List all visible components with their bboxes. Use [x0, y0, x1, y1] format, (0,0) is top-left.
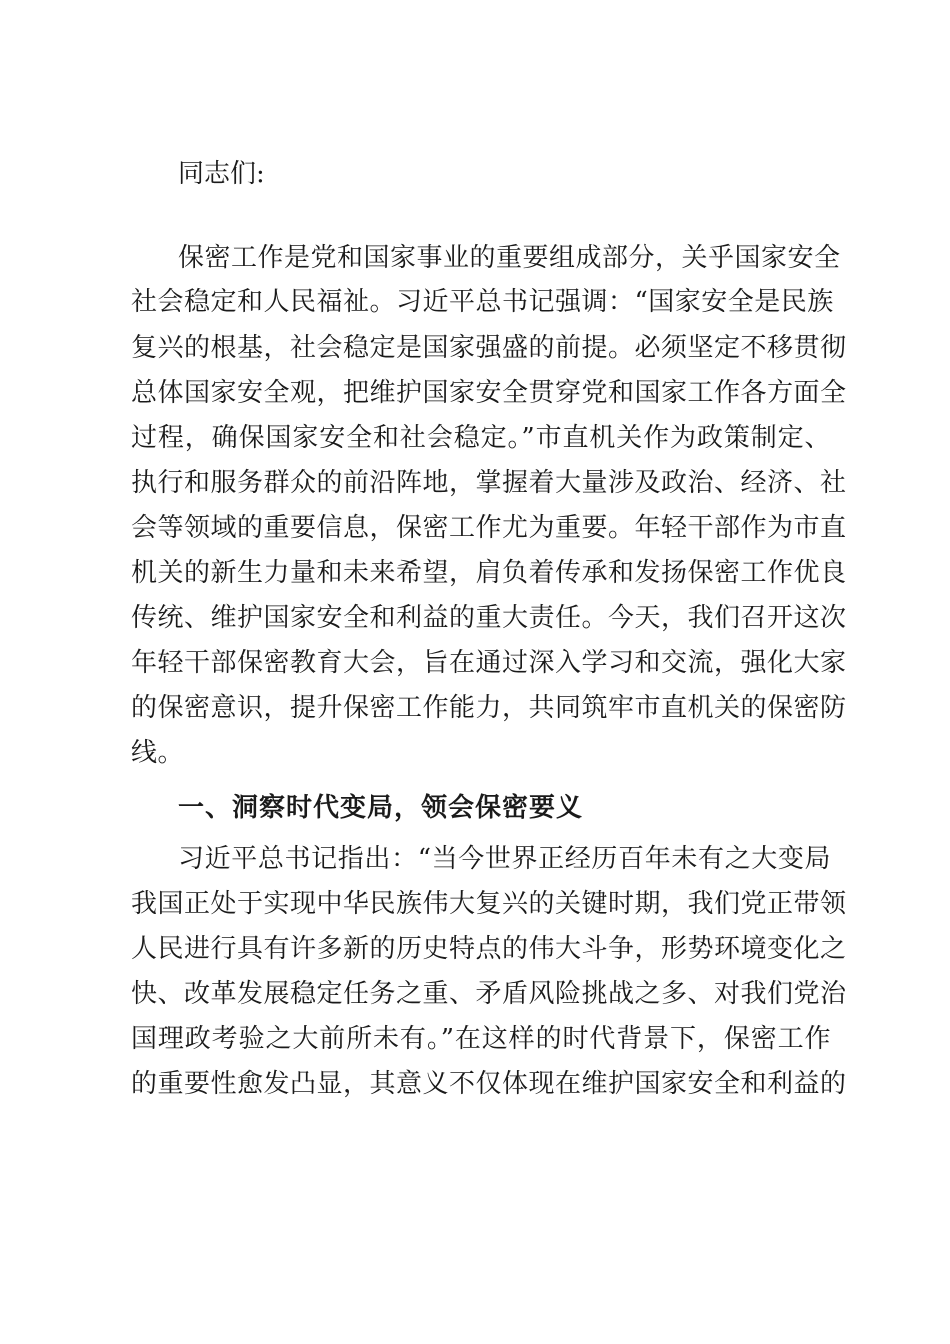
paragraph-line: 年轻干部保密教育大会，旨在通过深入学习和交流，强化大家 [131, 648, 847, 678]
paragraph-line: 社会稳定和人民福祉。习近平总书记强调：“国家安全是民族 [131, 287, 834, 317]
paragraph-line: 总体国家安全观，把维护国家安全贯穿党和国家工作各方面全 [131, 378, 847, 408]
paragraph-line: 复兴的根基，社会稳定是国家强盛的前提。必须坚定不移贯彻 [131, 333, 847, 363]
paragraph-line: 过程，确保国家安全和社会稳定。”市直机关作为政策制定、 [131, 423, 831, 453]
paragraph-line: 的重要性愈发凸显，其意义不仅体现在维护国家安全和利益的 [131, 1069, 847, 1099]
paragraph-line: 会等领域的重要信息，保密工作尤为重要。年轻干部作为市直 [131, 513, 847, 543]
greeting: 同志们: [178, 159, 265, 189]
paragraph-line: 的保密意识，提升保密工作能力，共同筑牢市直机关的保密防 [131, 693, 847, 723]
paragraph-line: 人民进行具有许多新的历史特点的伟大斗争，形势环境变化之 [131, 934, 847, 964]
paragraph-line: 快、改革发展稳定任务之重、矛盾风险挑战之多、对我们党治 [131, 979, 847, 1009]
paragraph-line: 我国正处于实现中华民族伟大复兴的关键时期，我们党正带领 [131, 889, 847, 919]
paragraph-line: 习近平总书记指出：“当今世界正经历百年未有之大变局 [178, 844, 831, 874]
paragraph-line: 传统、维护国家安全和利益的重大责任。今天，我们召开这次 [131, 603, 847, 633]
paragraph-line: 国理政考验之大前所未有。”在这样的时代背景下，保密工作 [131, 1024, 831, 1054]
paragraph-line: 机关的新生力量和未来希望，肩负着传承和发扬保密工作优良 [131, 558, 847, 588]
section-heading: 一、洞察时代变局，领会保密要义 [178, 793, 584, 823]
paragraph-line: 执行和服务群众的前沿阵地，掌握着大量涉及政治、经济、社 [131, 468, 847, 498]
paragraph-line: 保密工作是党和国家事业的重要组成部分，关乎国家安全 [178, 243, 841, 273]
paragraph-line: 线。 [131, 738, 185, 768]
